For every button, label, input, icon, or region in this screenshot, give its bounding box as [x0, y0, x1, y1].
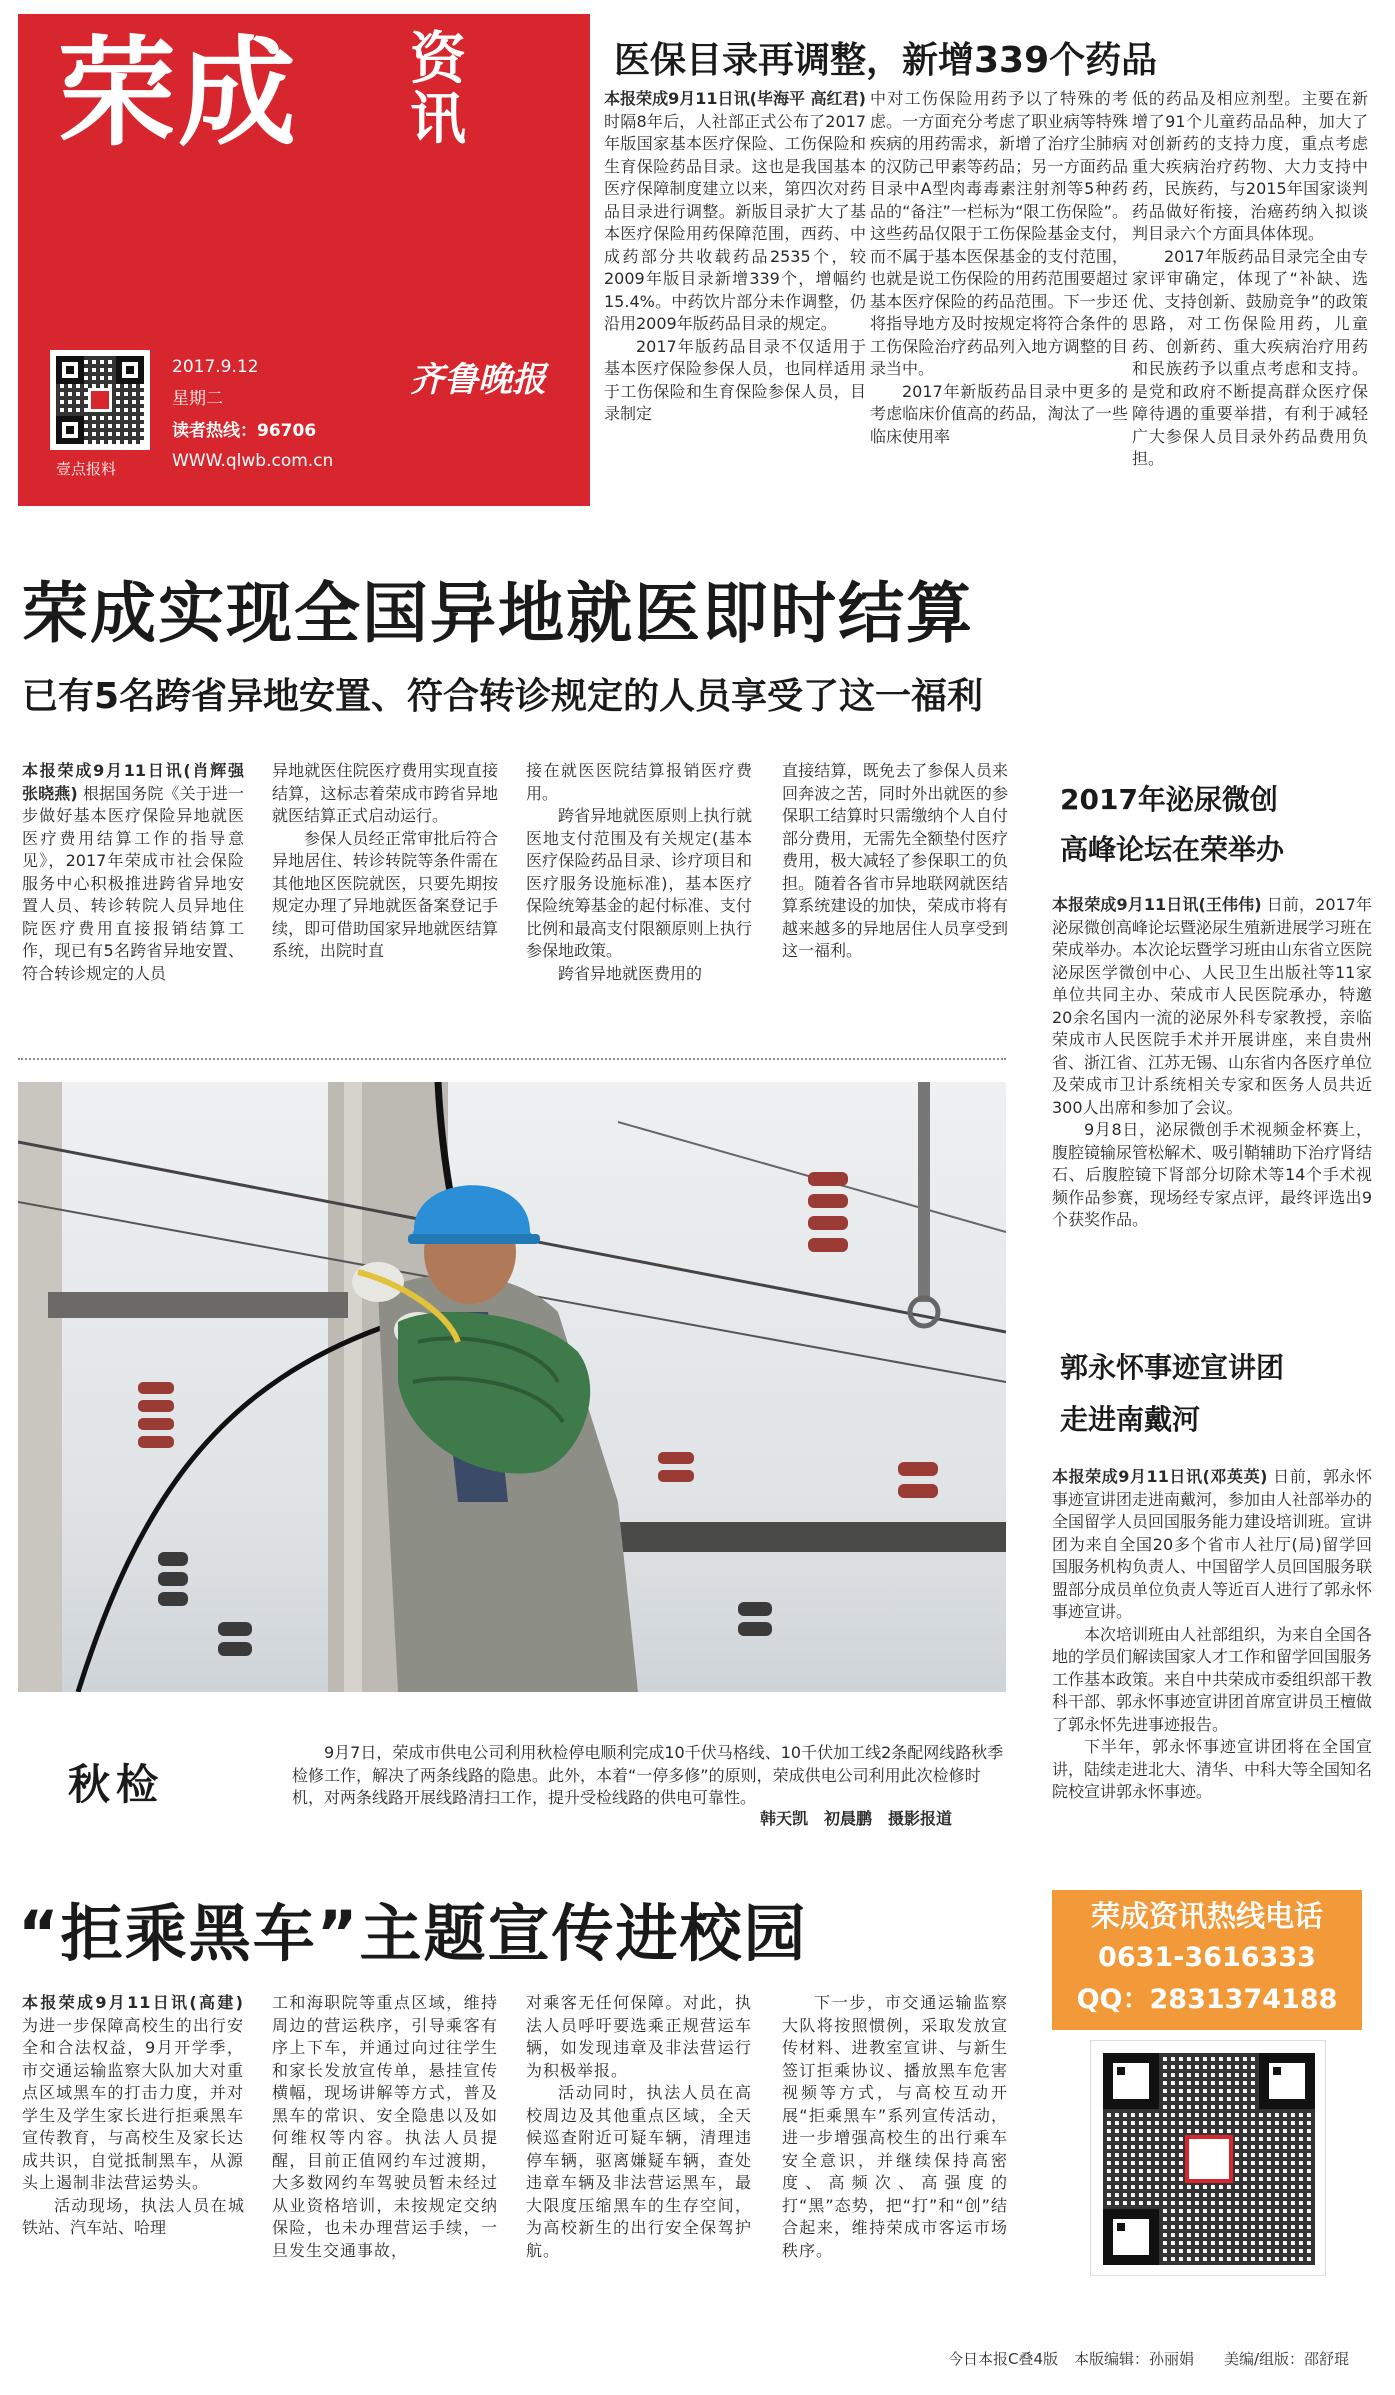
- website-link[interactable]: WWW.qlwb.com.cn: [172, 451, 334, 471]
- story3-col4: [782, 1992, 1008, 2262]
- side2-text-3: 下半年，郭永怀事迹宣讲团将在全国宣讲，陆续走进北大、清华、中科大等全国知名院校宣讲郭永怀事迹。: [1052, 1737, 1373, 1801]
- photo-title: 秋检: [68, 1760, 165, 1809]
- qr-label: 壹点报料: [56, 460, 117, 478]
- qr-center-logo-icon: [1185, 2135, 1233, 2183]
- story3-text-3b: 活动同时，执法人员在高校周边及其他重点区域，全天候巡查附近可疑车辆，清理违停车辆，驱离嫌疑车辆，查处违章车辆及非法营运黑车，最大限度压缩黑车的生存空间，为高校新生的出行安全保驾护航。: [526, 2083, 752, 2260]
- main-story-col4: [782, 760, 1008, 963]
- masthead-qr-code[interactable]: [50, 350, 150, 450]
- main-story-text-4: 直接结算，既免去了参保人员来回奔波之苦，同时外出就医的参保职工结算时只需缴纳个人自付部分费用，无需先全额垫付医疗费用，极大减轻了参保职工的负担。随着各省市异地联网就医结算系统建设的加快，荣成市将有越来越多的异地居住人员享受到这一福利。: [782, 761, 1008, 960]
- side2-text-2: 本次培训班由人社部组织，为来自全国各地的学员们解读国家人才工作和留学回国服务工作基本政策。来自中共荣成市委组织部干教科干部、郭永怀事迹宣讲团首席宣讲员王檀做了郭永怀先进事迹报告。: [1052, 1624, 1373, 1734]
- main-story-text-2b: 参保人员经正常审批后符合异地居住、转诊转院等条件需在其他地区医院就医，只要先期按规定办理了异地就医备案登记手续，即可借助国家异地就医结算系统，出院时直: [272, 828, 498, 960]
- hotline-box: [1052, 1890, 1362, 2030]
- side1-text-2: 9月8日，泌尿微创手术视频金杯赛上，腹腔镜输尿管松解术、吸引鞘辅助下治疗肾结石、后腹腔镜下肾部分切除术等14个手术视频作品参赛，现场经专家点评，最终评选出9个获奖作品。: [1052, 1120, 1373, 1229]
- side2-headline-2: 走进南戴河: [1060, 1403, 1201, 1436]
- utility-pole-left: [18, 1082, 62, 1692]
- main-story-text-2: 异地就医住院医疗费用实现直接结算，这标志着荣成市跨省异地就医结算正式启动运行。: [272, 761, 498, 825]
- story3-lead: 本报荣成9月11日讯(高建): [22, 1993, 244, 2012]
- main-story-text-3b: 跨省异地就医原则上执行就医地支付范围及有关规定(基本医疗保险药品目录、诊疗项目和医疗服务设施标准)，基本医疗保险统筹基金的起付标准、支付比例和最高支付限额原则上执行参保地政策。: [526, 806, 752, 960]
- story3-text-1b: 活动现场，执法人员在城铁站、汽车站、哈理: [22, 2195, 244, 2237]
- top-story-text-1: 时隔8年后，人社部正式公布了2017年版国家基本医疗保险、工伤保险和生育保险药品目录。这也是我国基本医疗保障制度建立以来，第四次对药品目录进行调整。新版目录扩大了基本医疗保险用药保障范围，西药、中成药部分共收载药品2535个，较2009年版目录新增339个，增幅约15.4%。中药饮片部分未作调整，仍沿用2009年版药品目录的规定。: [604, 111, 866, 333]
- main-story-lead: 本报荣成9月11日讯(肖辉强 张晓燕): [22, 761, 244, 803]
- footer-pages: 今日本报C叠4版: [948, 2350, 1059, 2368]
- story3-text-2: 工和海职院等重点区域，维持周边的营运秩序，引导乘客有序上下车，并通过向过往学生和家长发放宣传单，悬挂宣传横幅，现场讲解等方式，普及黑车的常识、安全隐患以及如何维权等内容。执法人员提醒，目前正值网约车过渡期，大多数网约车驾驶员暂未经过从业资格培训，未按规定交纳保险，也未办理营运手续，一旦发生交通事故，: [272, 1993, 498, 2260]
- main-story-text-3: 接在就医医院结算报销医疗费用。: [526, 761, 752, 803]
- main-story-col2: [272, 760, 498, 963]
- story3-text-3: 对乘客无任何保障。对此，执法人员呼吁要选乘正规营运车辆，如发现违章及非法营运行为积极举报。: [526, 1993, 752, 2080]
- side1-headline-1: 2017年泌尿微创: [1060, 783, 1278, 816]
- top-story-text-2: 中对工伤保险用药予以了特殊的考虑。一方面充分考虑了职业病等特殊疾病的用药需求，新增了治疗尘肺病的汉防己甲素等药品；另一方面药品目录中A型肉毒毒素注射剂等5种药品的“备注”一栏标为“限工伤保险”。这些药品仅限于工伤保险基金支付，而不属于基本医保基金的支付范围，也就是说工伤保险的用药范围要超过基本医疗保险的药品范围。下一步还将指导地方及时按规定将符合条件的工伤保险治疗药品列入地方调整的目录当中。: [870, 89, 1128, 378]
- side2-body: [1052, 1466, 1372, 1804]
- main-story-subheadline: 已有5名跨省异地安置、符合转诊规定的人员享受了这一福利: [22, 676, 984, 717]
- side1-body: [1052, 894, 1372, 1232]
- lineman-on-pole-illustration: [18, 1082, 1006, 1692]
- hotline-title: 荣成资讯热线电话: [1090, 1899, 1323, 1933]
- top-story-lead: 本报荣成9月11日讯(毕海平 高红君): [604, 89, 866, 108]
- story3-text-1: 为进一步保障高校生的出行安全和合法权益，9月开学季，市交通运输监察大队加大对重点区域黑车的打击力度，并对学生及学生家长进行拒乘黑车宣传教育，与高校生及家长达成共识，自觉抵制黑车，从源头上遏制非法营运势头。: [22, 2015, 244, 2192]
- footer-design: 美编/组版：邵舒琨: [1224, 2350, 1350, 2368]
- top-story-col3: [1132, 88, 1368, 471]
- side1-headline-2: 高峰论坛在荣举办: [1060, 833, 1285, 866]
- section-divider: [18, 1058, 1006, 1060]
- photo-caption: 9月7日，荣成市供电公司利用秋检停电顺利完成10千伏马格线、10千伏加工线2条配网线路秋季检修工作，解决了两条线路的隐患。此外，本着“一停多修”的原则，荣成供电公司利用此次检修时机，对两条线路开展线路清扫工作，提升受检线路的供电可靠性。: [292, 1743, 1004, 1807]
- reader-hotline: 读者热线：96706: [172, 421, 317, 441]
- hotline-qr-code[interactable]: [1090, 2040, 1326, 2276]
- masthead-title-small: 资讯: [410, 27, 466, 152]
- side2-headline-1: 郭永怀事迹宣讲团: [1060, 1351, 1285, 1384]
- main-story-col3: [526, 760, 752, 985]
- masthead-title: 荣成: [58, 24, 299, 162]
- side2-text: 日前，郭永怀事迹宣讲团走进南戴河，参加由人社部举办的全国留学人员回国服务能力建设培训班。宣讲团为来自全国20多个省市人社厅(局)留学回国服务机构负责人、中国留学人员回国服务联盟部分成员单位负责人等近百人进行了郭永怀事迹宣讲。: [1052, 1467, 1373, 1621]
- cross-arm: [48, 1292, 348, 1318]
- footer-editor: 本版编辑：孙丽娟: [1074, 2350, 1195, 2368]
- worker-glove-left: [352, 1262, 404, 1302]
- issue-weekday: 星期二: [172, 389, 223, 409]
- story3-text-4: 下一步，市交通运输监察大队将按照惯例，采取发放宣传材料、进教室宣讲、与新生签订拒乘协议、播放黑车危害视频等方式，与高校互动开展“拒乘黑车”系列宣传活动，进一步增强高校生的出行乘车安全意识，并继续保持高密度、高频次、高强度的打“黑”态势，把“打”和“创”结合起来，维持荣成市客运市场秩序。: [782, 1993, 1008, 2260]
- qr-logo-icon: [88, 388, 112, 412]
- top-story-text-1b: 2017年版药品目录不仅适用于基本医疗保险参保人员，也同样适用于工伤保险和生育保险参保人员，目录制定: [604, 336, 866, 423]
- side1-text: 日前，2017年泌尿微创高峰论坛暨泌尿生殖新进展学习班在荣成举办。本次论坛暨学习班由山东省立医院泌尿医学微创中心、人民卫生出版社等11家单位共同主办、荣成市人民医院承办，特邀20余名国内一流的泌尿外科专家教授，亲临荣成市人民医院手术并开展讲座，来自贵州省、浙江省、江苏无锡、山东省内各医疗单位及荣成市卫计系统相关专家和医务人员共近300人出席和参加了会议。: [1052, 895, 1373, 1117]
- main-story-headline: 荣成实现全国异地就医即时结算: [22, 575, 974, 652]
- hotline-phone[interactable]: 0631-3616333: [1098, 1942, 1316, 1973]
- top-story-text-2b: 2017年新版药品目录中更多的考虑临床价值高的药品，淘汰了一些临床使用率: [870, 381, 1128, 446]
- hotline-qq[interactable]: QQ：2831374188: [1076, 1984, 1338, 2015]
- main-story-text-1: 根据国务院《关于进一步做好基本医疗保险异地就医医疗费用结算工作的指导意见》，2017年荣成市社会保险服务中心积极推进跨省异地安置人员、转诊转院人员异地住院医疗费用直接报销结算工作，现已有5名跨省异地安置、符合转诊规定的人员: [22, 783, 244, 983]
- top-story-text-3b: 2017年版药品目录完全由专家评审确定，体现了“补缺、选优、支持创新、鼓励竞争”的政策思路，对工伤保险用药，儿童药、创新药、重大疾病治疗用药和民族药予以重点考虑和支持。是党和政府不断提高群众医疗保障待遇的重要举措，有利于减轻广大参保人员目录外药品费用负担。: [1132, 246, 1368, 468]
- top-story-col2: [870, 88, 1128, 448]
- story3-headline: “拒乘黑车”主题宣传进校园: [18, 1897, 808, 1970]
- story3-col3: [526, 1992, 752, 2262]
- top-story-text-3: 低的药品及相应剂型。主要在新增了91个儿童药品品种，加大了对创新药的支持力度，重点考虑重大疾病治疗药物、大力支持中药，民族药，与2015年国家谈判药品做好衔接，治癌药纳入拟谈判目录六个方面具体体现。: [1132, 89, 1368, 243]
- main-story-col1: [22, 760, 244, 985]
- story3-col1: [22, 1992, 244, 2240]
- paper-name-logo: 齐鲁晚报: [410, 360, 546, 400]
- photo-credit: 韩天凯 初晨鹏 摄影报道: [760, 1809, 953, 1828]
- main-story-text-3c: 跨省异地就医费用的: [558, 963, 703, 983]
- side1-lead: 本报荣成9月11日讯(王伟伟): [1052, 895, 1262, 914]
- news-photo[interactable]: [18, 1082, 1006, 1692]
- top-story-col1: [604, 88, 866, 426]
- top-story-headline: 医保目录再调整，新增339个药品: [614, 40, 1158, 81]
- issue-date: 2017.9.12: [172, 357, 259, 377]
- side2-lead: 本报荣成9月11日讯(邓英英): [1052, 1467, 1268, 1486]
- story3-col2: [272, 1992, 498, 2262]
